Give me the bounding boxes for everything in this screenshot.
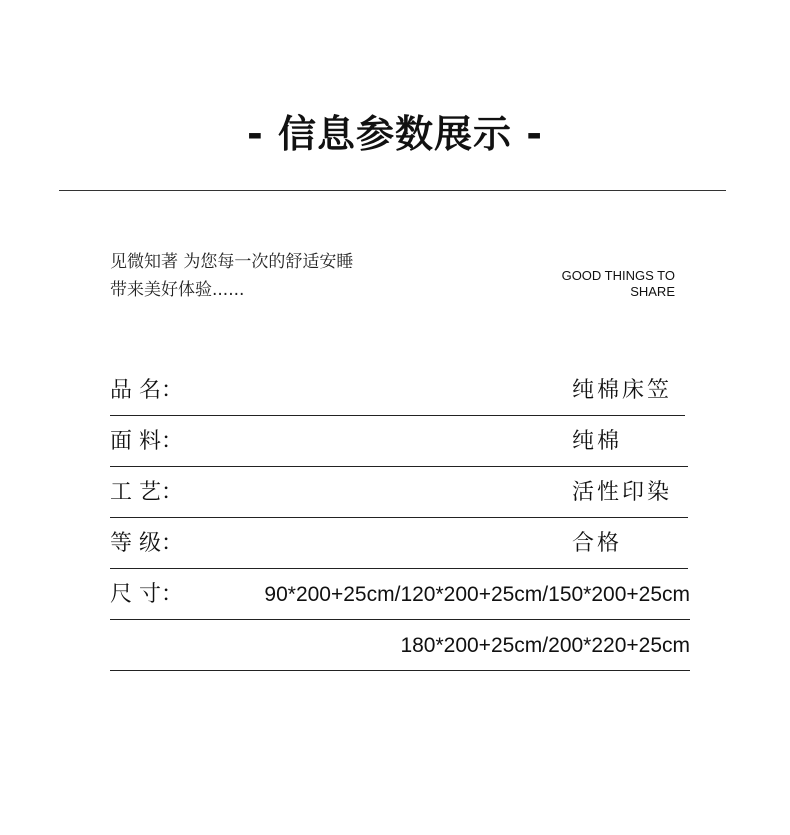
spec-value-size-line-2: 180*200+25cm/200*220+25cm (400, 634, 690, 657)
brand-tagline-line-1: GOOD THINGS TO (561, 268, 675, 283)
spec-value-size-line-1: 90*200+25cm/120*200+25cm/150*200+25cm (264, 583, 690, 606)
spec-label-size: 尺 寸： (110, 582, 183, 607)
spec-divider (110, 670, 690, 671)
page-title: - 信息参数展示 - (246, 112, 543, 156)
spec-row-size (110, 570, 690, 620)
spec-divider (110, 415, 685, 416)
spec-row-material (110, 417, 688, 467)
spec-row-product-name (110, 366, 685, 416)
spec-value-product-name: 纯棉床笠 (572, 378, 673, 403)
title-divider (59, 190, 726, 191)
spec-row-process (110, 468, 688, 518)
spec-row-grade (110, 519, 688, 569)
spec-value-material: 纯棉 (572, 429, 623, 454)
slogan-line-2: 带来美好体验...... (110, 280, 245, 300)
spec-label-material: 面 料： (110, 429, 183, 454)
spec-divider (110, 568, 688, 569)
spec-value-grade: 合格 (572, 531, 623, 556)
spec-value-process: 活性印染 (572, 480, 673, 505)
slogan (110, 248, 353, 304)
spec-divider (110, 619, 690, 620)
spec-divider (110, 466, 688, 467)
spec-row-size-continued (110, 621, 690, 671)
spec-divider (110, 517, 688, 518)
slogan-line-1: 见微知著 为您每一次的舒适安睡 (110, 252, 354, 272)
spec-label-grade: 等 级： (110, 531, 183, 556)
brand-tagline (562, 268, 675, 300)
spec-label-process: 工 艺： (110, 480, 183, 505)
spec-label-product-name: 品 名： (110, 378, 183, 403)
brand-tagline-line-2: SHARE (630, 284, 675, 299)
